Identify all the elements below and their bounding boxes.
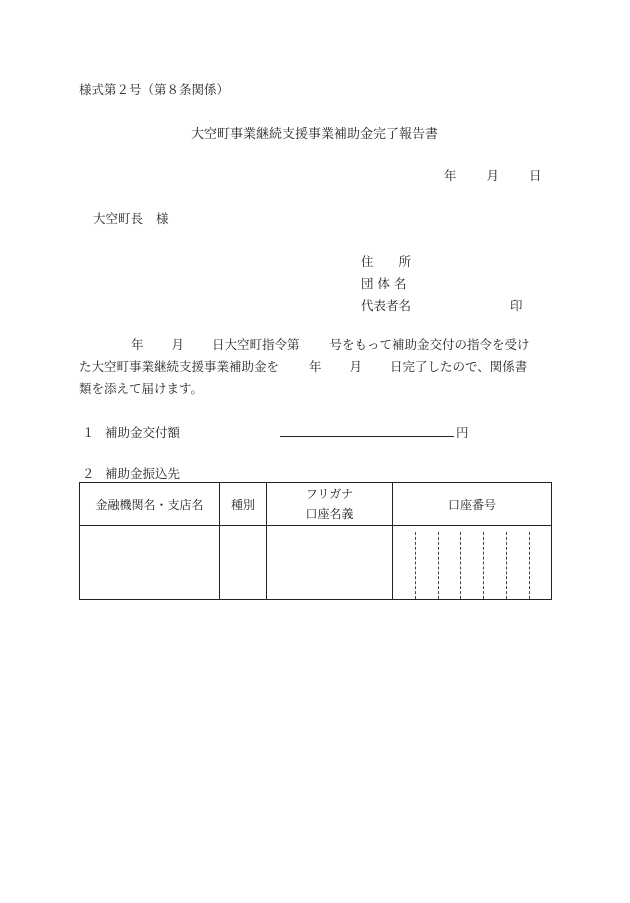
digit-divider bbox=[415, 532, 416, 599]
cell-account-holder[interactable] bbox=[267, 526, 393, 600]
addressee bbox=[93, 209, 169, 227]
header-furigana: フリガナ bbox=[305, 487, 354, 501]
date-month: 月 bbox=[486, 168, 500, 183]
bank-account-table bbox=[79, 482, 552, 600]
applicant-address-label: 住 所 bbox=[361, 254, 412, 269]
item1-label: 補助金交付額 bbox=[105, 425, 181, 440]
seal-mark: 印 bbox=[510, 298, 523, 313]
addressee-name: 大空町長 bbox=[93, 211, 144, 226]
form-number: 様式第２号（第８条関係） bbox=[79, 82, 230, 97]
date-year: 年 bbox=[444, 168, 457, 183]
digit-divider bbox=[506, 532, 507, 599]
cell-account-number[interactable] bbox=[393, 526, 552, 600]
body-line-1: 年 月 日大空町指令第 号をもって補助金交付の指令を受け bbox=[131, 337, 530, 352]
date-day: 日 bbox=[529, 168, 542, 183]
item2-label: 補助金振込先 bbox=[105, 466, 181, 481]
yen-unit: 円 bbox=[456, 425, 469, 440]
applicant-group-label: 団 体 名 bbox=[361, 276, 407, 291]
body-line-3: 類を添えて届けます。 bbox=[79, 381, 204, 396]
header-bank-branch: 金融機関名・支店名 bbox=[80, 483, 220, 526]
header-account-number: 口座番号 bbox=[393, 483, 552, 526]
header-holder-name: 口座名義 bbox=[305, 507, 354, 521]
header-account-type: 種別 bbox=[220, 483, 267, 526]
date-line bbox=[444, 166, 542, 184]
table-row bbox=[80, 526, 552, 600]
addressee-honorific: 様 bbox=[156, 211, 169, 226]
item2-number: ２ bbox=[82, 466, 95, 481]
document-title: 大空町事業継続支援事業補助金完了報告書 bbox=[191, 127, 439, 142]
report-body bbox=[79, 334, 551, 400]
body-line-2: た大空町事業継続支援事業補助金を 年 月 日完了したので、関係書 bbox=[79, 359, 528, 374]
applicant-representative-label: 代表者名 bbox=[361, 298, 412, 313]
digit-divider bbox=[483, 532, 484, 599]
item1-number: １ bbox=[82, 425, 95, 440]
amount-input-line[interactable] bbox=[280, 420, 454, 437]
table-header-row bbox=[80, 483, 552, 526]
digit-divider bbox=[529, 532, 530, 599]
digit-divider bbox=[460, 532, 461, 599]
cell-account-type[interactable] bbox=[220, 526, 267, 600]
digit-divider bbox=[438, 532, 439, 599]
cell-bank-branch[interactable] bbox=[80, 526, 220, 600]
header-account-holder bbox=[267, 483, 393, 526]
